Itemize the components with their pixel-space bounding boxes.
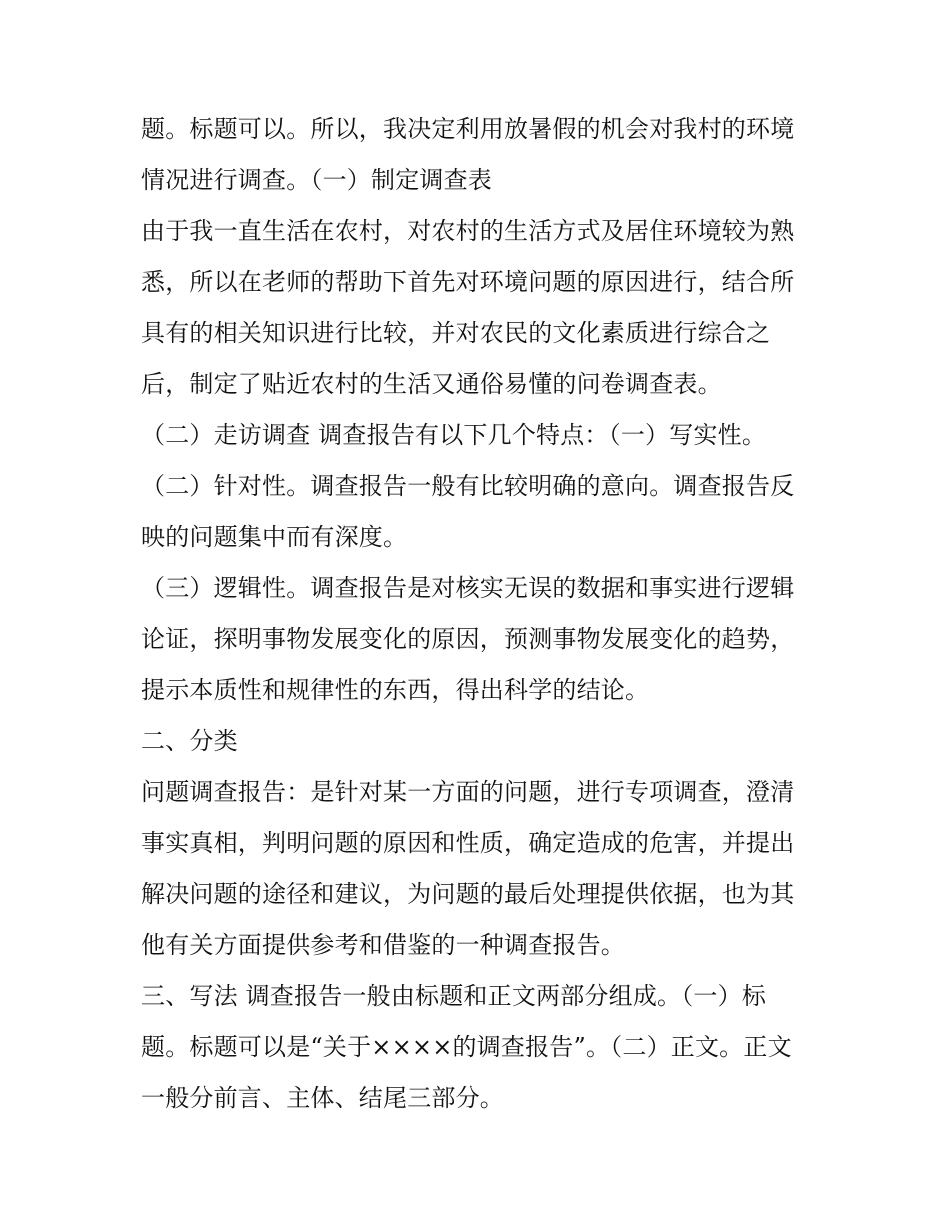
text-line: 后，制定了贴近农村的生活又通俗易懂的问卷调查表。 <box>141 370 722 398</box>
text-line: 问题调查报告：是针对某一方面的问题，进行专项调查，澄清 <box>141 778 795 806</box>
text-line: 他有关方面提供参考和借鉴的一种调查报告。 <box>141 931 625 959</box>
text-line: 由于我一直生活在农村，对农村的生活方式及居住环境较为熟 <box>141 217 795 245</box>
text-line: 映的问题集中而有深度。 <box>141 523 408 551</box>
document-body <box>141 104 821 1124</box>
text-line: 具有的相关知识进行比较，并对农民的文化素质进行综合之 <box>141 319 771 347</box>
text-line: 事实真相，判明问题的原因和性质，确定造成的危害，并提出 <box>141 829 795 857</box>
text-line: 论证，探明事物发展变化的原因，预测事物发展变化的趋势， <box>141 625 795 653</box>
text-line: 解决问题的途径和建议，为问题的最后处理提供依据，也为其 <box>141 880 795 908</box>
text-line: 题。标题可以是“关于××××的调查报告”。（二）正文。正文 <box>141 1033 792 1061</box>
text-line: （二）走访调查 调查报告有以下几个特点：（一）写实性。 <box>141 421 767 449</box>
text-line: 悉，所以在老师的帮助下首先对环境问题的原因进行，结合所 <box>141 268 795 296</box>
text-line: （二）针对性。调查报告一般有比较明确的意向。调查报告反 <box>141 472 795 500</box>
text-line: （三）逻辑性。调查报告是对核实无误的数据和事实进行逻辑 <box>141 574 795 602</box>
text-line: 情况进行调查。（一）制定调查表 <box>141 166 492 194</box>
text-line: 三、写法 调查报告一般由标题和正文两部分组成。（一）标 <box>141 982 767 1010</box>
text-line: 题。标题可以。所以，我决定利用放暑假的机会对我村的环境 <box>141 115 795 143</box>
text-line: 一般分前言、主体、结尾三部分。 <box>141 1084 504 1112</box>
text-line: 提示本质性和规律性的东西，得出科学的结论。 <box>141 676 650 704</box>
section-heading: 二、分类 <box>141 727 238 755</box>
